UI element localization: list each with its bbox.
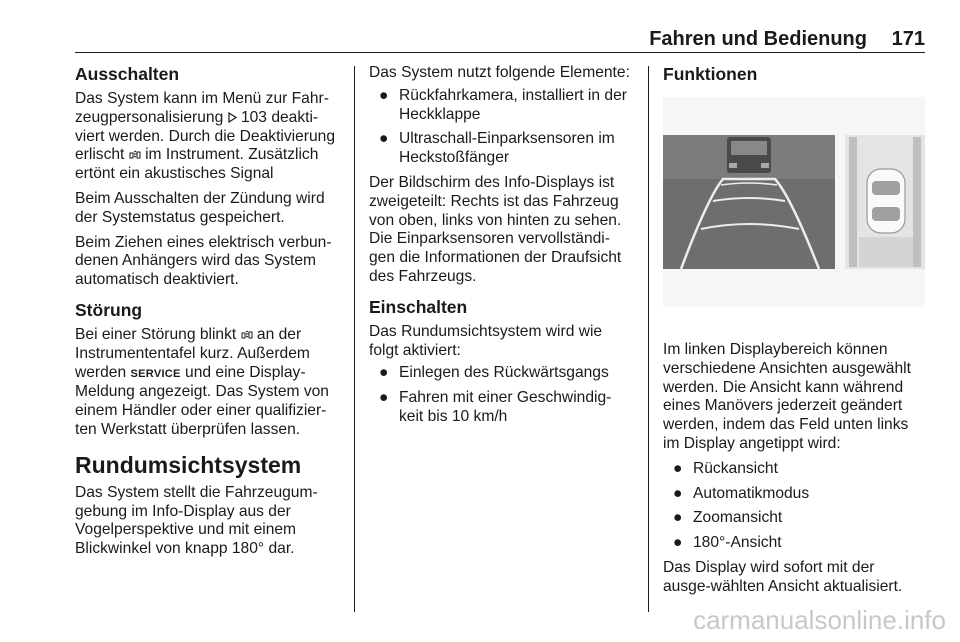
bullet-dot: ●	[379, 130, 389, 148]
text-part: Bei einer Störung blinkt	[75, 325, 237, 343]
paragraph-ausschalten-2: Beim Ausschalten der Zündung wird der Systemstatus gespeichert.	[75, 189, 325, 226]
list-item	[663, 509, 925, 528]
paragraph-funktionen: Im linken Displaybereich können verschiedene Ansichten ausgewählt werden. Die Ansicht kann während eines Manövers jederzeit geändert werden, indem das Feld unten links im Display angetippt wird:	[663, 341, 911, 452]
bullet-dot: ●	[379, 86, 389, 104]
paragraph-stoerung	[75, 326, 343, 440]
list-item-text: Automatikmodus	[693, 484, 810, 502]
column-divider-1	[354, 66, 355, 612]
column-right	[663, 64, 925, 603]
paragraph-display-update: Das Display wird sofort mit der ausge-wählten Ansicht aktualisiert.	[663, 558, 903, 595]
paragraph-einschalten: Das Rundumsichtsystem wird wie folgt aktiviert:	[369, 322, 603, 359]
list-item	[663, 534, 925, 553]
list-item-text: Einlegen des Rückwärtsgangs	[399, 364, 609, 382]
header-title: Fahren und Bedienung	[649, 28, 867, 50]
heading-ausschalten: Ausschalten	[75, 64, 180, 84]
camera-warning-icon	[241, 329, 253, 340]
display-illustration	[663, 97, 925, 307]
service-indicator-label: SERVICE	[130, 367, 181, 380]
list-item-text: Rückansicht	[693, 459, 778, 477]
paragraph-display-split: Der Bildschirm des Info-Displays ist zweigeteilt: Rechts ist das Fahrzeug von oben, links von hinten zu sehen. Die Einparksensoren vervollständi-gen die Informationen der Draufsicht des Fahrzeugs.	[369, 173, 622, 285]
list-item-text: Ultraschall-Einparksensoren im Heckstoßfänger	[399, 130, 615, 167]
column-divider-2	[648, 66, 649, 612]
heading-einschalten: Einschalten	[369, 296, 468, 317]
heading-rundumsichtsystem: Rundumsichtsystem	[75, 451, 302, 478]
column-middle	[369, 64, 635, 433]
list-item	[369, 389, 635, 427]
bullet-dot: ●	[673, 509, 683, 527]
bullet-dot: ●	[673, 534, 683, 552]
page-reference-link[interactable]: 103	[240, 108, 267, 126]
list-item-text: Rückfahrkamera, installiert in der Heckklappe	[399, 86, 627, 123]
paragraph-ausschalten-1	[75, 90, 343, 184]
paragraph-elements-intro: Das System nutzt folgende Elemente:	[369, 64, 630, 81]
page-number: 171	[891, 28, 925, 50]
watermark: carmanualsonline.info	[693, 605, 946, 635]
page-reference-triangle-icon	[228, 112, 237, 123]
camera-warning-icon	[129, 149, 141, 160]
list-item-text: 180°-Ansicht	[693, 534, 782, 552]
heading-funktionen: Funktionen	[663, 64, 758, 84]
list-item	[369, 87, 635, 125]
text-part: Das System kann im Menü zur Fahr-zeugpersonalisierung	[75, 90, 329, 126]
bullet-dot: ●	[673, 484, 683, 502]
bullet-dot: ●	[379, 364, 389, 382]
elements-list	[369, 87, 635, 168]
car-top-view	[867, 169, 905, 233]
page-header	[75, 28, 925, 54]
list-item-text: Fahren mit einer Geschwindig-keit bis 10 km/h	[399, 389, 612, 425]
list-item	[369, 130, 635, 168]
paragraph-rundumsicht: Das System stellt die Fahrzeugum-gebung im Info-Display aus der Vogelperspektive und mit einem Blickwinkel von knapp 180° dar.	[75, 483, 318, 558]
text-part: im Instrument. Zusätzlich ertönt ein akustisches Signal	[75, 146, 319, 183]
camera-display-image	[663, 97, 925, 307]
header-rule	[75, 52, 925, 53]
bullet-dot: ●	[673, 459, 683, 477]
text-part: deakti-viert werden. Durch die Deaktivierung erlischt	[75, 108, 336, 164]
column-left	[75, 64, 343, 565]
views-list	[663, 460, 925, 553]
text-part: und eine Display-Meldung angezeigt. Das System von einem Händler oder einer qualifizier-ten Werkstatt überprüfen lassen.	[75, 363, 329, 438]
bullet-dot: ●	[379, 389, 389, 407]
activation-list	[369, 364, 635, 426]
text-part: an der Instrumententafel kurz. Außerdem werden	[75, 325, 310, 381]
list-item	[369, 364, 635, 383]
heading-stoerung: Störung	[75, 299, 143, 320]
list-item	[663, 485, 925, 504]
list-item	[663, 460, 925, 479]
list-item-text: Zoomansicht	[693, 509, 783, 527]
paragraph-ausschalten-3: Beim Ziehen eines elektrisch verbun-denen Anhängers wird das System automatisch deaktiviert.	[75, 233, 332, 289]
